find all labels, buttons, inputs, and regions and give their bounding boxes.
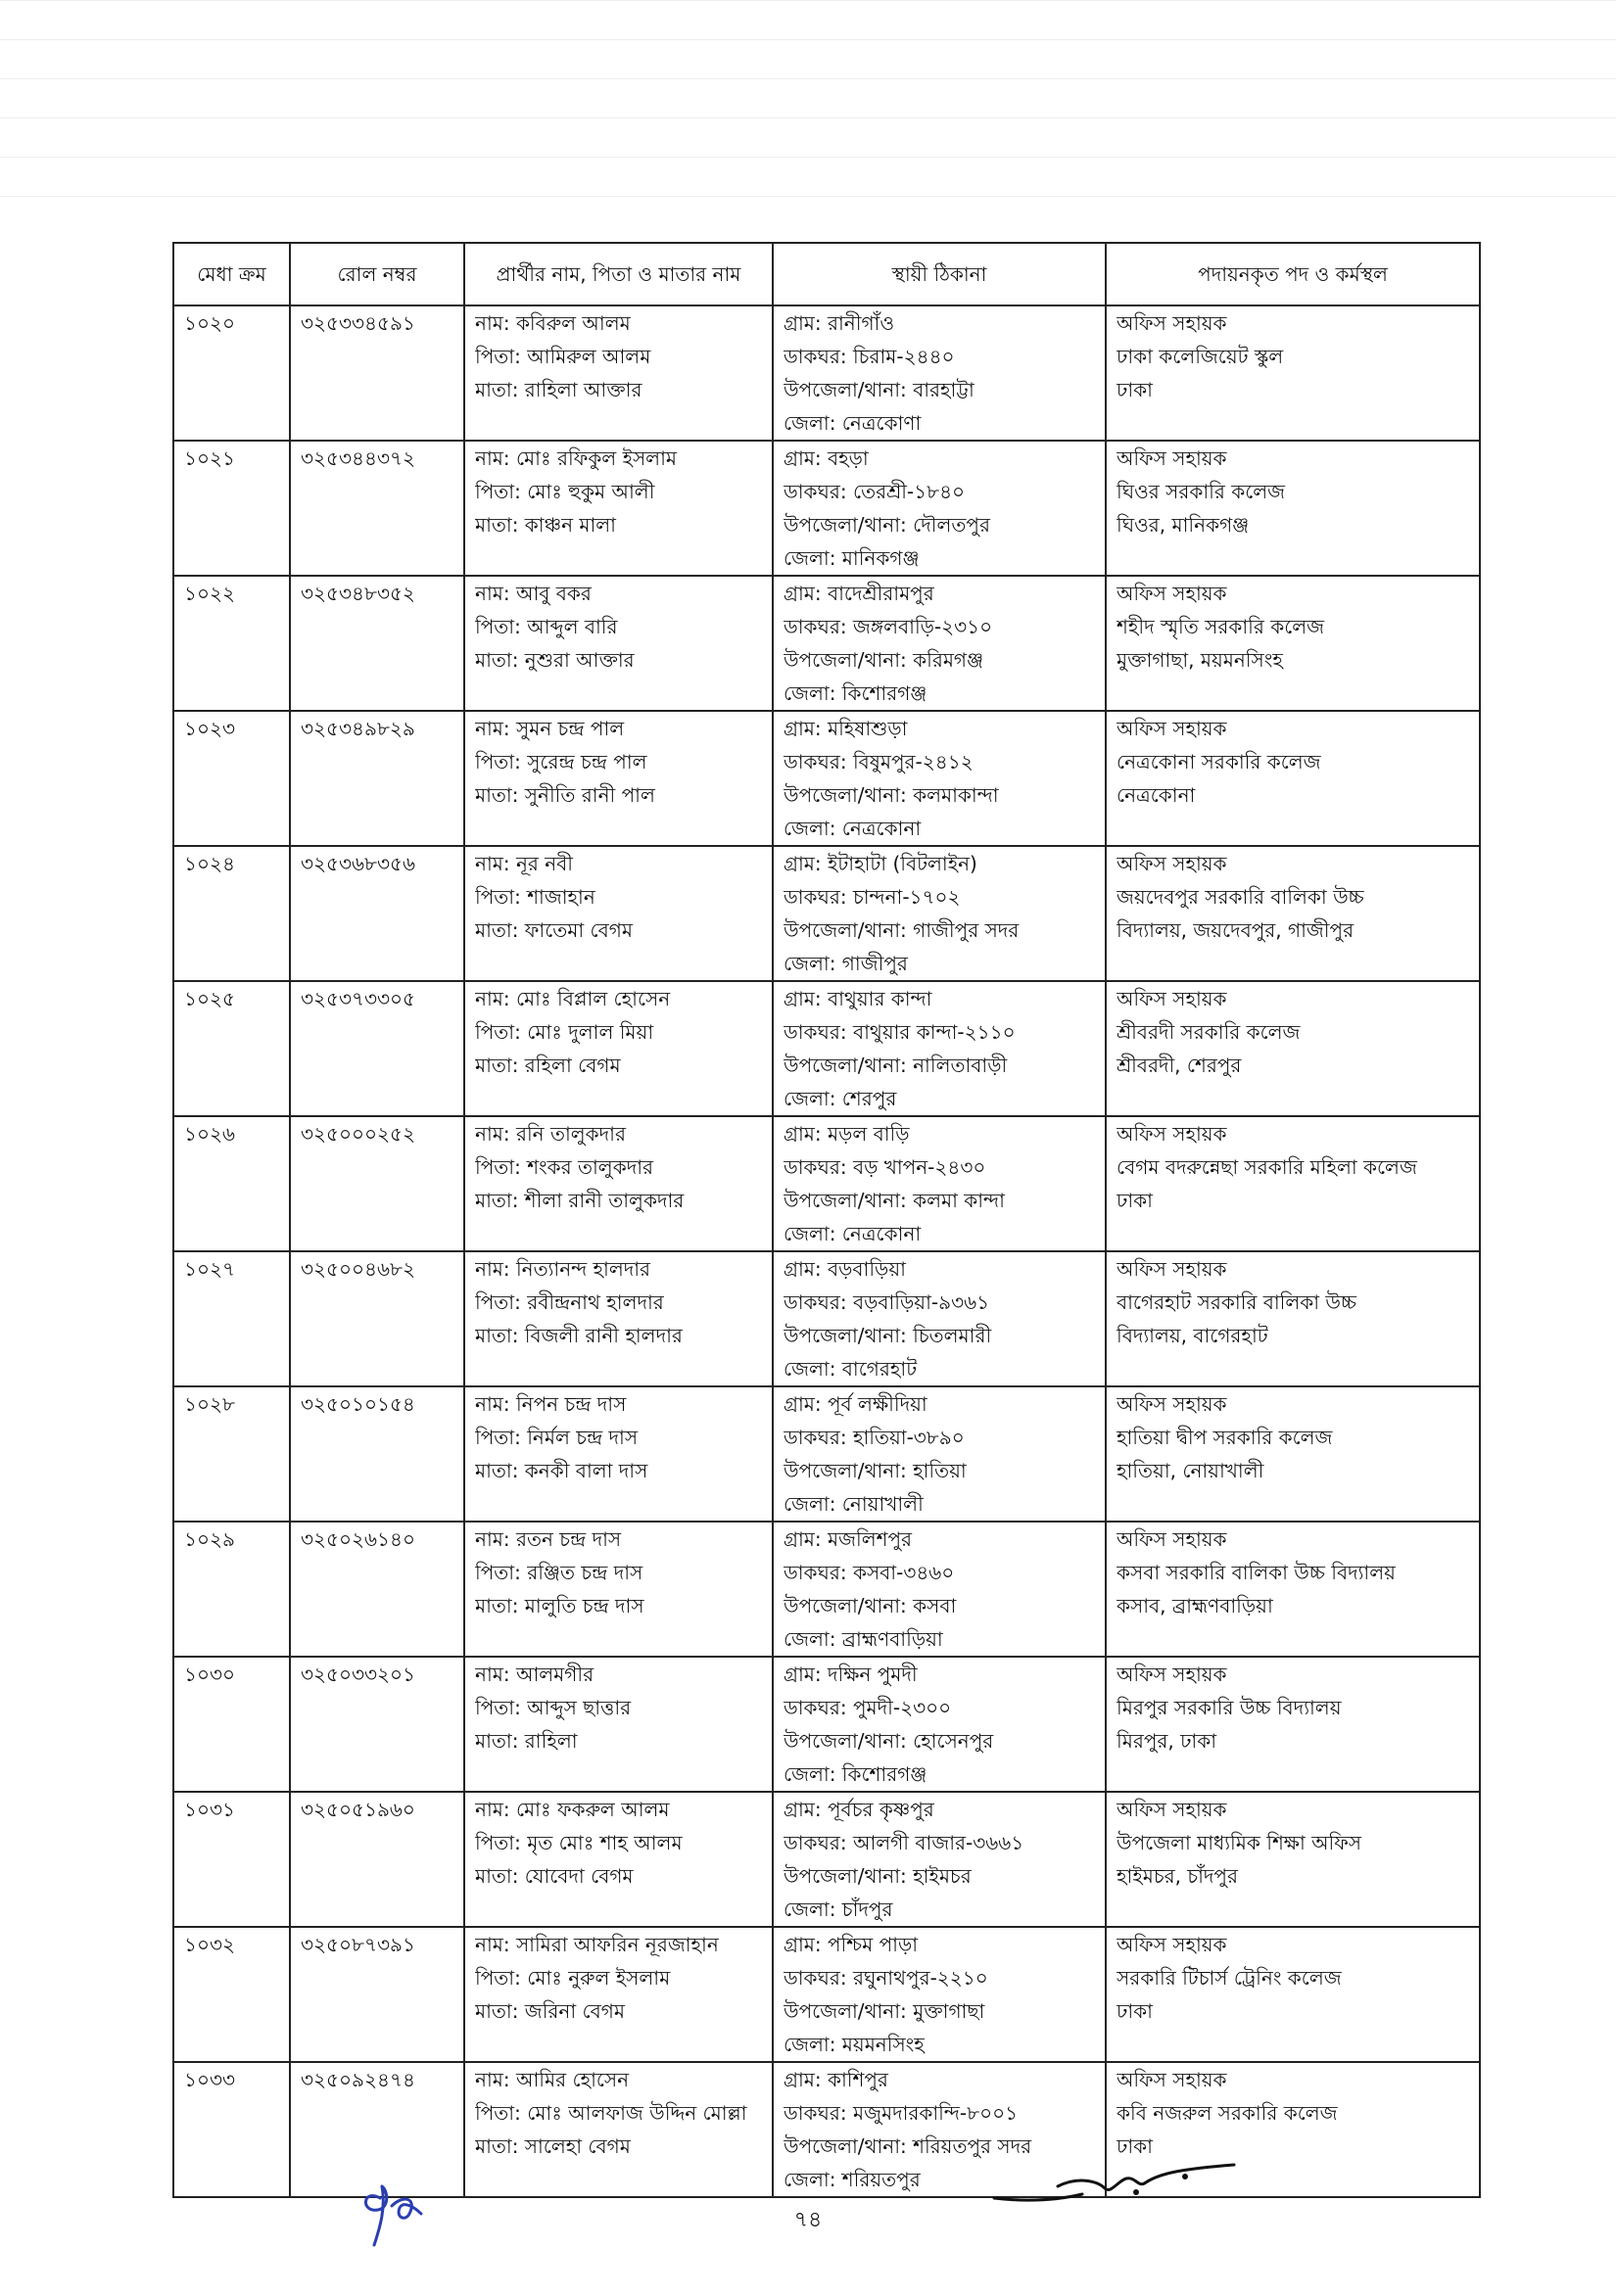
posting-line: অফিস সহায়ক xyxy=(1117,852,1227,875)
name-line: মাতা: যোবেদা বেগম xyxy=(475,1864,634,1888)
address-line: জেলা: ময়মনসিংহ xyxy=(784,2033,925,2056)
address-line: জেলা: নেত্রকোণা xyxy=(784,411,922,435)
table-row xyxy=(173,711,1480,846)
address-line: জেলা: নোয়াখালী xyxy=(784,1492,924,1516)
roll-cell: ৩২৫৩৪৮৩৫২ xyxy=(290,576,464,711)
posting-line: ঢাকা কলেজিয়েট স্কুল xyxy=(1117,345,1284,368)
merit-cell: ১০২২ xyxy=(173,576,290,711)
header-roll: রোল নম্বর xyxy=(290,243,464,305)
name-line: পিতা: মোঃ দুলাল মিয়া xyxy=(475,1020,654,1044)
posting-line: অফিস সহায়ক xyxy=(1117,1933,1227,1956)
address-line: গ্রাম: পূর্ব লক্ষীদিয়া xyxy=(784,1392,927,1416)
posting-line: ঢাকা xyxy=(1117,378,1153,401)
table-row xyxy=(173,1792,1480,1927)
posting-line: বিদ্যালয়, বাগেরহাট xyxy=(1117,1324,1268,1347)
address-cell xyxy=(773,846,1106,981)
posting-line: মিরপুর, ঢাকা xyxy=(1117,1729,1217,1753)
address-line: ডাকঘর: পুমদী-২৩০০ xyxy=(784,1696,952,1719)
address-line: গ্রাম: বাথুয়ার কান্দা xyxy=(784,987,932,1010)
roll-cell: ৩২৫৩৭৩৩০৫ xyxy=(290,981,464,1116)
name-line: মাতা: কাঞ্চন মালা xyxy=(475,513,616,537)
address-cell xyxy=(773,711,1106,846)
posting-cell xyxy=(1106,846,1480,981)
address-line: ডাকঘর: বাথুয়ার কান্দা-২১১০ xyxy=(784,1020,1016,1044)
name-line: মাতা: রাহিলা আক্তার xyxy=(475,378,642,401)
name-line: পিতা: শাজাহান xyxy=(475,885,595,909)
merit-cell: ১০২৬ xyxy=(173,1116,290,1251)
posting-line: মিরপুর সরকারি উচ্চ বিদ্যালয় xyxy=(1117,1696,1342,1719)
posting-line: অফিস সহায়ক xyxy=(1117,1527,1227,1551)
address-line: উপজেলা/থানা: হাতিয়া xyxy=(784,1459,967,1482)
address-line: উপজেলা/থানা: গাজীপুর সদর xyxy=(784,918,1020,942)
name-line: নাম: কবিরুল আলম xyxy=(475,311,631,335)
header-merit: মেধা ক্রম xyxy=(173,243,290,305)
posting-line: ঢাকা xyxy=(1117,1189,1153,1212)
name-line: পিতা: রবীন্দ্রনাথ হালদার xyxy=(475,1290,664,1314)
address-line: ডাকঘর: চিরাম-২৪৪০ xyxy=(784,345,955,368)
roll-cell: ৩২৫০৩৩২০১ xyxy=(290,1657,464,1792)
merit-cell: ১০২৫ xyxy=(173,981,290,1116)
header-name: প্রার্থীর নাম, পিতা ও মাতার নাম xyxy=(464,243,773,305)
address-cell xyxy=(773,305,1106,441)
merit-cell: ১০২৩ xyxy=(173,711,290,846)
posting-line: উপজেলা মাধ্যমিক শিক্ষা অফিস xyxy=(1117,1831,1362,1854)
posting-line: বেগম বদরুন্নেছা সরকারি মহিলা কলেজ xyxy=(1117,1155,1417,1179)
name-line: নাম: নিপন চন্দ্র দাস xyxy=(475,1392,627,1416)
name-line: পিতা: মোঃ আলফাজ উদ্দিন মোল্লা xyxy=(475,2101,747,2125)
merit-list-table xyxy=(172,242,1481,2198)
posting-line: সরকারি টিচার্স ট্রেনিং কলেজ xyxy=(1117,1966,1342,1990)
name-line: নাম: আমির হোসেন xyxy=(475,2068,630,2091)
address-line: জেলা: নেত্রকোনা xyxy=(784,1222,922,1245)
posting-line: হাতিয়া দ্বীপ সরকারি কলেজ xyxy=(1117,1426,1333,1449)
table-row xyxy=(173,981,1480,1116)
address-line: জেলা: বাগেরহাট xyxy=(784,1357,918,1381)
name-cell xyxy=(464,846,773,981)
address-line: ডাকঘর: তেরশ্রী-১৮৪০ xyxy=(784,480,966,503)
roll-cell: ৩২৫০৮৭৩৯১ xyxy=(290,1927,464,2062)
address-line: ডাকঘর: কসবা-৩৪৬০ xyxy=(784,1561,955,1584)
table-header-row xyxy=(173,243,1480,305)
name-line: মাতা: সালেহা বেগম xyxy=(475,2134,631,2158)
name-cell xyxy=(464,441,773,576)
posting-cell xyxy=(1106,1251,1480,1386)
address-line: গ্রাম: বাদেশ্রীরামপুর xyxy=(784,582,934,605)
posting-cell xyxy=(1106,305,1480,441)
name-cell xyxy=(464,981,773,1116)
posting-line: হাতিয়া, নোয়াখালী xyxy=(1117,1459,1264,1482)
name-cell xyxy=(464,1386,773,1522)
address-line: ডাকঘর: মজুমদারকান্দি-৮০০১ xyxy=(784,2101,1019,2125)
name-line: নাম: মোঃ রফিকুল ইসলাম xyxy=(475,446,677,470)
merit-cell: ১০২৮ xyxy=(173,1386,290,1522)
posting-cell xyxy=(1106,981,1480,1116)
name-line: পিতা: রঞ্জিত চন্দ্র দাস xyxy=(475,1561,643,1584)
merit-cell: ১০৩১ xyxy=(173,1792,290,1927)
address-line: উপজেলা/থানা: বারহাট্টা xyxy=(784,378,974,401)
name-line: পিতা: মৃত মোঃ শাহ আলম xyxy=(475,1831,683,1854)
roll-cell: ৩২৫০৯২৪৭৪ xyxy=(290,2062,464,2197)
address-line: উপজেলা/থানা: হোসেনপুর xyxy=(784,1729,994,1753)
posting-line: অফিস সহায়ক xyxy=(1117,1257,1227,1281)
address-cell xyxy=(773,576,1106,711)
posting-line: কবি নজরুল সরকারি কলেজ xyxy=(1117,2101,1338,2125)
name-cell xyxy=(464,305,773,441)
posting-line: ঢাকা xyxy=(1117,1999,1153,2023)
name-cell xyxy=(464,1522,773,1657)
posting-line: জয়দেবপুর সরকারি বালিকা উচ্চ xyxy=(1117,885,1364,909)
posting-line: অফিস সহায়ক xyxy=(1117,2068,1227,2091)
address-line: গ্রাম: কাশিপুর xyxy=(784,2068,888,2091)
name-line: পিতা: নির্মল চন্দ্র দাস xyxy=(475,1426,639,1449)
name-line: মাতা: রহিলা বেগম xyxy=(475,1054,621,1077)
posting-line: ঘিওর সরকারি কলেজ xyxy=(1117,480,1286,503)
posting-line: হাইমচর, চাঁদপুর xyxy=(1117,1864,1239,1888)
name-line: পিতা: আমিরুল আলম xyxy=(475,345,651,368)
address-cell xyxy=(773,1657,1106,1792)
merit-cell: ১০২৯ xyxy=(173,1522,290,1657)
name-line: পিতা: আব্দুল বারি xyxy=(475,615,618,638)
name-line: পিতা: আব্দুস ছাত্তার xyxy=(475,1696,632,1719)
address-line: উপজেলা/থানা: কলমাকান্দা xyxy=(784,783,999,807)
posting-line: বিদ্যালয়, জয়দেবপুর, গাজীপুর xyxy=(1117,918,1355,942)
posting-line: অফিস সহায়ক xyxy=(1117,1122,1227,1146)
posting-cell xyxy=(1106,1927,1480,2062)
posting-line: অফিস সহায়ক xyxy=(1117,1663,1227,1686)
address-line: ডাকঘর: জঙ্গলবাড়ি-২৩১০ xyxy=(784,615,993,638)
posting-line: অফিস সহায়ক xyxy=(1117,311,1227,335)
posting-cell xyxy=(1106,1116,1480,1251)
name-cell xyxy=(464,711,773,846)
address-line: জেলা: মানিকগঞ্জ xyxy=(784,546,920,570)
address-line: জেলা: গাজীপুর xyxy=(784,952,908,975)
posting-line: মুক্তাগাছা, ময়মনসিংহ xyxy=(1117,648,1283,672)
roll-cell: ৩২৫৩৬৮৩৫৬ xyxy=(290,846,464,981)
roll-cell: ৩২৫৩৪৪৩৭২ xyxy=(290,441,464,576)
name-cell xyxy=(464,1927,773,2062)
name-line: নাম: নিত্যানন্দ হালদার xyxy=(475,1257,651,1281)
address-line: গ্রাম: দক্ষিন পুমদী xyxy=(784,1663,918,1686)
posting-line: নেত্রকোনা xyxy=(1117,783,1196,807)
merit-cell: ১০৩০ xyxy=(173,1657,290,1792)
table-row xyxy=(173,1386,1480,1522)
address-line: উপজেলা/থানা: মুক্তাগাছা xyxy=(784,1999,985,2023)
name-cell xyxy=(464,576,773,711)
posting-line: অফিস সহায়ক xyxy=(1117,1798,1227,1821)
address-line: ডাকঘর: চান্দনা-১৭০২ xyxy=(784,885,961,909)
name-line: নাম: রনি তালুকদার xyxy=(475,1122,626,1146)
address-cell xyxy=(773,1116,1106,1251)
name-line: মাতা: কনকী বালা দাস xyxy=(475,1459,648,1482)
roll-cell: ৩২৫০১০১৫৪ xyxy=(290,1386,464,1522)
address-cell xyxy=(773,1522,1106,1657)
name-line: নাম: মোঃ বিপ্লাল হোসেন xyxy=(475,987,671,1010)
address-line: গ্রাম: বহড়া xyxy=(784,446,869,470)
address-line: ডাকঘর: বিষুমপুর-২৪১২ xyxy=(784,750,974,773)
name-line: নাম: সামিরা আফরিন নূরজাহান xyxy=(475,1933,719,1956)
merit-cell: ১০৩২ xyxy=(173,1927,290,2062)
header-address: স্থায়ী ঠিকানা xyxy=(773,243,1106,305)
table-row xyxy=(173,1522,1480,1657)
name-line: নাম: নূর নবী xyxy=(475,852,574,875)
roll-cell: ৩২৫০২৬১৪০ xyxy=(290,1522,464,1657)
address-cell xyxy=(773,981,1106,1116)
header-posting: পদায়নকৃত পদ ও কর্মস্থল xyxy=(1106,243,1480,305)
address-cell xyxy=(773,1927,1106,2062)
posting-line: ঘিওর, মানিকগঞ্জ xyxy=(1117,513,1250,537)
name-line: মাতা: নুশুরা আক্তার xyxy=(475,648,635,672)
name-cell xyxy=(464,1251,773,1386)
address-line: গ্রাম: রানীগাঁও xyxy=(784,311,895,335)
roll-cell: ৩২৫০০০২৫২ xyxy=(290,1116,464,1251)
name-cell xyxy=(464,2062,773,2197)
address-line: গ্রাম: ইটাহাটা (বিটলাইন) xyxy=(784,852,977,875)
address-line: উপজেলা/থানা: শরিয়তপুর সদর xyxy=(784,2134,1032,2158)
address-line: ডাকঘর: রঘুনাথপুর-২২১০ xyxy=(784,1966,988,1990)
posting-cell xyxy=(1106,576,1480,711)
roll-cell: ৩২৫০০৪৬৮২ xyxy=(290,1251,464,1386)
handwritten-initial-signature xyxy=(353,2169,441,2251)
address-line: ডাকঘর: বড়বাড়িয়া-৯৩৬১ xyxy=(784,1290,990,1314)
name-line: পিতা: সুরেন্দ্র চন্দ্র পাল xyxy=(475,750,647,773)
table-row xyxy=(173,1116,1480,1251)
address-line: উপজেলা/থানা: কলমা কান্দা xyxy=(784,1189,1005,1212)
address-cell xyxy=(773,1386,1106,1522)
merit-cell: ১০২০ xyxy=(173,305,290,441)
posting-cell xyxy=(1106,1657,1480,1792)
table-row xyxy=(173,846,1480,981)
name-line: পিতা: শংকর তালুকদার xyxy=(475,1155,654,1179)
address-line: জেলা: চাঁদপুর xyxy=(784,1898,893,1921)
address-line: গ্রাম: পূর্বচর কৃষ্ণপুর xyxy=(784,1798,934,1821)
address-line: জেলা: শেরপুর xyxy=(784,1087,897,1110)
address-line: গ্রাম: মজলিশপুর xyxy=(784,1527,913,1551)
address-line: উপজেলা/থানা: করিমগঞ্জ xyxy=(784,648,984,672)
name-line: মাতা: মালুতি চন্দ্র দাস xyxy=(475,1594,644,1617)
merit-cell: ১০২১ xyxy=(173,441,290,576)
address-line: জেলা: ব্রাহ্মণবাড়িয়া xyxy=(784,1627,943,1651)
name-line: মাতা: জরিনা বেগম xyxy=(475,1999,625,2023)
posting-cell xyxy=(1106,1522,1480,1657)
name-line: নাম: আলমগীর xyxy=(475,1663,594,1686)
posting-line: অফিস সহায়ক xyxy=(1117,717,1227,740)
address-line: গ্রাম: বড়বাড়িয়া xyxy=(784,1257,906,1281)
address-cell xyxy=(773,1792,1106,1927)
name-line: নাম: রতন চন্দ্র দাস xyxy=(475,1527,622,1551)
merit-cell: ১০২৪ xyxy=(173,846,290,981)
roll-cell: ৩২৫০৫১৯৬০ xyxy=(290,1792,464,1927)
address-line: জেলা: কিশোরগঞ্জ xyxy=(784,1762,927,1786)
posting-cell xyxy=(1106,711,1480,846)
merit-cell: ১০৩৩ xyxy=(173,2062,290,2197)
address-line: জেলা: শরিয়তপুর xyxy=(784,2168,921,2191)
address-line: গ্রাম: পশ্চিম পাড়া xyxy=(784,1933,919,1956)
merit-cell: ১০২৭ xyxy=(173,1251,290,1386)
address-line: উপজেলা/থানা: দৌলতপুর xyxy=(784,513,990,537)
name-line: নাম: সুমন চন্দ্র পাল xyxy=(475,717,625,740)
table-row xyxy=(173,441,1480,576)
address-cell xyxy=(773,1251,1106,1386)
page-number: ৭৪ xyxy=(793,2208,823,2232)
name-line: পিতা: মোঃ নুরুল ইসলাম xyxy=(475,1966,671,1990)
name-cell xyxy=(464,1116,773,1251)
table-row xyxy=(173,576,1480,711)
address-line: গ্রাম: মহিষাশুড়া xyxy=(784,717,908,740)
address-line: উপজেলা/থানা: চিতলমারী xyxy=(784,1324,992,1347)
address-line: জেলা: কিশোরগঞ্জ xyxy=(784,681,927,705)
posting-cell xyxy=(1106,1792,1480,1927)
handwritten-signature xyxy=(989,2159,1244,2222)
posting-line: শ্রীবরদী, শেরপুর xyxy=(1117,1054,1242,1077)
posting-line: বাগেরহাট সরকারি বালিকা উচ্চ xyxy=(1117,1290,1357,1314)
address-cell xyxy=(773,441,1106,576)
name-line: মাতা: সুনীতি রানী পাল xyxy=(475,783,655,807)
posting-line: কসাব, ব্রাহ্মণবাড়িয়া xyxy=(1117,1594,1273,1617)
bleed-through-background xyxy=(0,0,1616,235)
table-row xyxy=(173,1251,1480,1386)
address-line: উপজেলা/থানা: হাইমচর xyxy=(784,1864,972,1888)
name-line: পিতা: মোঃ হুকুম আলী xyxy=(475,480,655,503)
roll-cell: ৩২৫৩৪৯৮২৯ xyxy=(290,711,464,846)
posting-line: শ্রীবরদী সরকারি কলেজ xyxy=(1117,1020,1301,1044)
posting-line: অফিস সহায়ক xyxy=(1117,1392,1227,1416)
address-line: উপজেলা/থানা: কসবা xyxy=(784,1594,957,1617)
table-row xyxy=(173,1657,1480,1792)
posting-line: কসবা সরকারি বালিকা উচ্চ বিদ্যালয় xyxy=(1117,1561,1396,1584)
name-line: মাতা: ফাতেমা বেগম xyxy=(475,918,633,942)
posting-line: অফিস সহায়ক xyxy=(1117,987,1227,1010)
address-line: গ্রাম: মড়ল বাড়ি xyxy=(784,1122,910,1146)
posting-line: নেত্রকোনা সরকারি কলেজ xyxy=(1117,750,1321,773)
name-line: মাতা: বিজলী রানী হালদার xyxy=(475,1324,683,1347)
address-line: উপজেলা/থানা: নালিতাবাড়ী xyxy=(784,1054,1008,1077)
posting-line: অফিস সহায়ক xyxy=(1117,582,1227,605)
posting-line: ঢাকা xyxy=(1117,2134,1153,2158)
roll-cell: ৩২৫৩৩৪৫৯১ xyxy=(290,305,464,441)
name-cell xyxy=(464,1657,773,1792)
posting-line: শহীদ স্মৃতি সরকারি কলেজ xyxy=(1117,615,1325,638)
table-row xyxy=(173,1927,1480,2062)
address-line: জেলা: নেত্রকোনা xyxy=(784,817,922,840)
name-line: মাতা: শীলা রানী তালুকদার xyxy=(475,1189,685,1212)
address-line: ডাকঘর: আলগী বাজার-৩৬৬১ xyxy=(784,1831,1024,1854)
name-cell xyxy=(464,1792,773,1927)
address-line: ডাকঘর: বড় খাপন-২৪৩০ xyxy=(784,1155,986,1179)
address-line: ডাকঘর: হাতিয়া-৩৮৯০ xyxy=(784,1426,965,1449)
name-line: নাম: মোঃ ফকরুল আলম xyxy=(475,1798,670,1821)
name-line: নাম: আবু বকর xyxy=(475,582,592,605)
posting-cell xyxy=(1106,441,1480,576)
table-row xyxy=(173,305,1480,441)
posting-line: অফিস সহায়ক xyxy=(1117,446,1227,470)
posting-cell xyxy=(1106,1386,1480,1522)
name-line: মাতা: রাহিলা xyxy=(475,1729,578,1753)
